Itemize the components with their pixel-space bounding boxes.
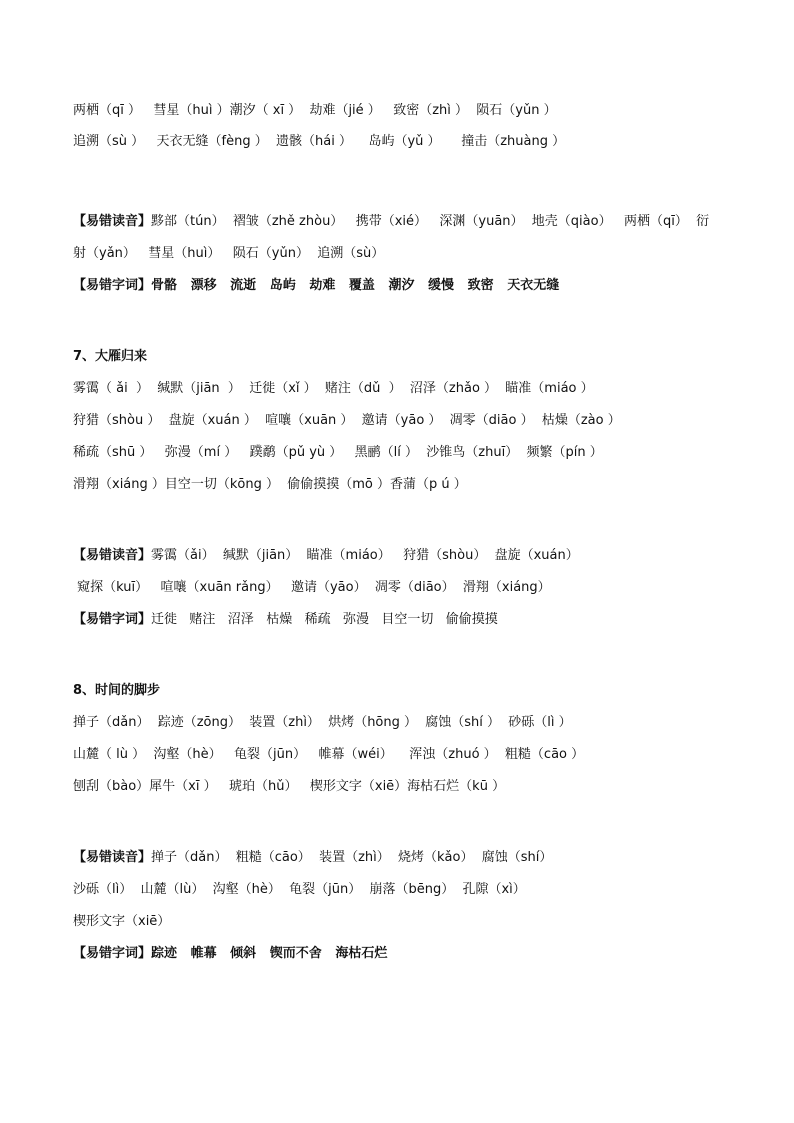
words-line — [73, 944, 754, 964]
vocab-line — [73, 411, 754, 431]
vocab-line — [73, 745, 754, 765]
reading-line — [73, 546, 754, 566]
words-text: 迁徙 赌注 沼泽 枯燥 稀疏 弥漫 目空一切 偷偷摸摸 — [151, 612, 498, 627]
vocab-text: 掸子（dǎn） 踪迹（zōng） 装置（zhì） 烘烤（hōng ） 腐蚀（shí ） 砂砾（lì ） — [73, 715, 572, 730]
reading-text: 雾霭（ǎi） 缄默（jiān） 瞄准（miáo） 狩猎（shòu） 盘旋（xuán） — [151, 548, 579, 563]
reading-tag: 【易错读音】 — [73, 548, 152, 563]
section-heading — [73, 681, 754, 701]
reading-line — [73, 912, 754, 932]
vocab-line — [73, 132, 754, 152]
vocab-line — [73, 713, 754, 733]
section-title: 7、大雁归来 — [73, 349, 148, 364]
words-tag: 【易错字词】 — [73, 946, 152, 961]
vocab-text: 追溯（sù ） 天衣无缝（fèng ） 遗骸（hái ） 岛屿（yǔ ） 撞击（zhuàng ） — [73, 134, 566, 149]
vocab-line — [73, 101, 754, 121]
vocab-text: 山麓（ lù ） 沟壑（hè） 龟裂（jūn） 帷幕（wéi） 浑浊（zhuó ） 粗糙（cāo ） — [73, 747, 585, 762]
vocab-text: 狩猎（shòu ） 盘旋（xuán ） 喧嚷（xuān ） 邀请（yāo ） 凋零（diāo ） 枯燥（zào ） — [73, 413, 621, 428]
section-title: 8、时间的脚步 — [73, 683, 161, 698]
vocab-text: 滑翔（xiáng ）目空一切（kōng ） 偷偷摸摸（mō ）香蒲（p ú ） — [73, 477, 467, 492]
reading-text: 沙砾（lì） 山麓（lù） 沟壑（hè） 龟裂（jūn） 崩落（bēng） 孔隙（xì） — [73, 882, 526, 897]
vocab-line — [73, 379, 754, 399]
words-line — [73, 610, 754, 630]
reading-tag: 【易错读音】 — [73, 214, 152, 229]
reading-text: 楔形文字（xiē） — [73, 914, 171, 929]
reading-tag: 【易错读音】 — [73, 850, 152, 865]
vocab-text: 雾霭（ ǎi ） 缄默（jiān ） 迁徙（xǐ ） 赌注（dǔ ） 沼泽（zhǎo ） 瞄准（miáo ） — [73, 381, 594, 396]
reading-text: 窥探（kuī） 喧嚷（xuān rǎng） 邀请（yāo） 凋零（diāo） 滑翔（xiáng） — [73, 580, 551, 595]
reading-line — [73, 880, 754, 900]
words-text: 踪迹 帷幕 倾斜 锲而不舍 海枯石烂 — [151, 946, 388, 961]
reading-line — [73, 848, 754, 868]
vocab-line — [73, 777, 754, 797]
reading-line — [73, 212, 754, 232]
reading-line — [73, 244, 754, 264]
words-line — [73, 276, 754, 296]
words-tag: 【易错字词】 — [73, 278, 152, 293]
vocab-line — [73, 443, 754, 463]
vocab-text: 刨刮（bào）犀牛（xī ） 琥珀（hǔ） 楔形文字（xiē）海枯石烂（kū ） — [73, 779, 506, 794]
reading-text: 黟部（tún） 褶皱（zhě zhòu） 携带（xié） 深渊（yuān） 地壳（qiào） 两栖（qī） 衍 — [151, 214, 710, 229]
words-tag: 【易错字词】 — [73, 612, 152, 627]
vocab-line — [73, 475, 754, 495]
vocab-text: 两栖（qī ） 彗星（huì ）潮汐（ xī ） 劫难（jié ） 致密（zhì ） 陨石（yǔn ） — [73, 103, 557, 118]
reading-text: 掸子（dǎn） 粗糙（cāo） 装置（zhì） 烧烤（kǎo） 腐蚀（shí） — [151, 850, 553, 865]
reading-line — [73, 578, 754, 598]
vocab-text: 稀疏（shū ） 弥漫（mí ） 蹼鹬（pǔ yù ） 黑鹂（lí ） 沙锥鸟（zhuī） 频繁（pín ） — [73, 445, 603, 460]
reading-text: 射（yǎn） 彗星（huì） 陨石（yǔn） 追溯（sù） — [73, 246, 385, 261]
words-text: 骨骼 漂移 流逝 岛屿 劫难 覆盖 潮汐 缓慢 致密 天衣无缝 — [151, 278, 560, 293]
section-heading — [73, 347, 754, 367]
